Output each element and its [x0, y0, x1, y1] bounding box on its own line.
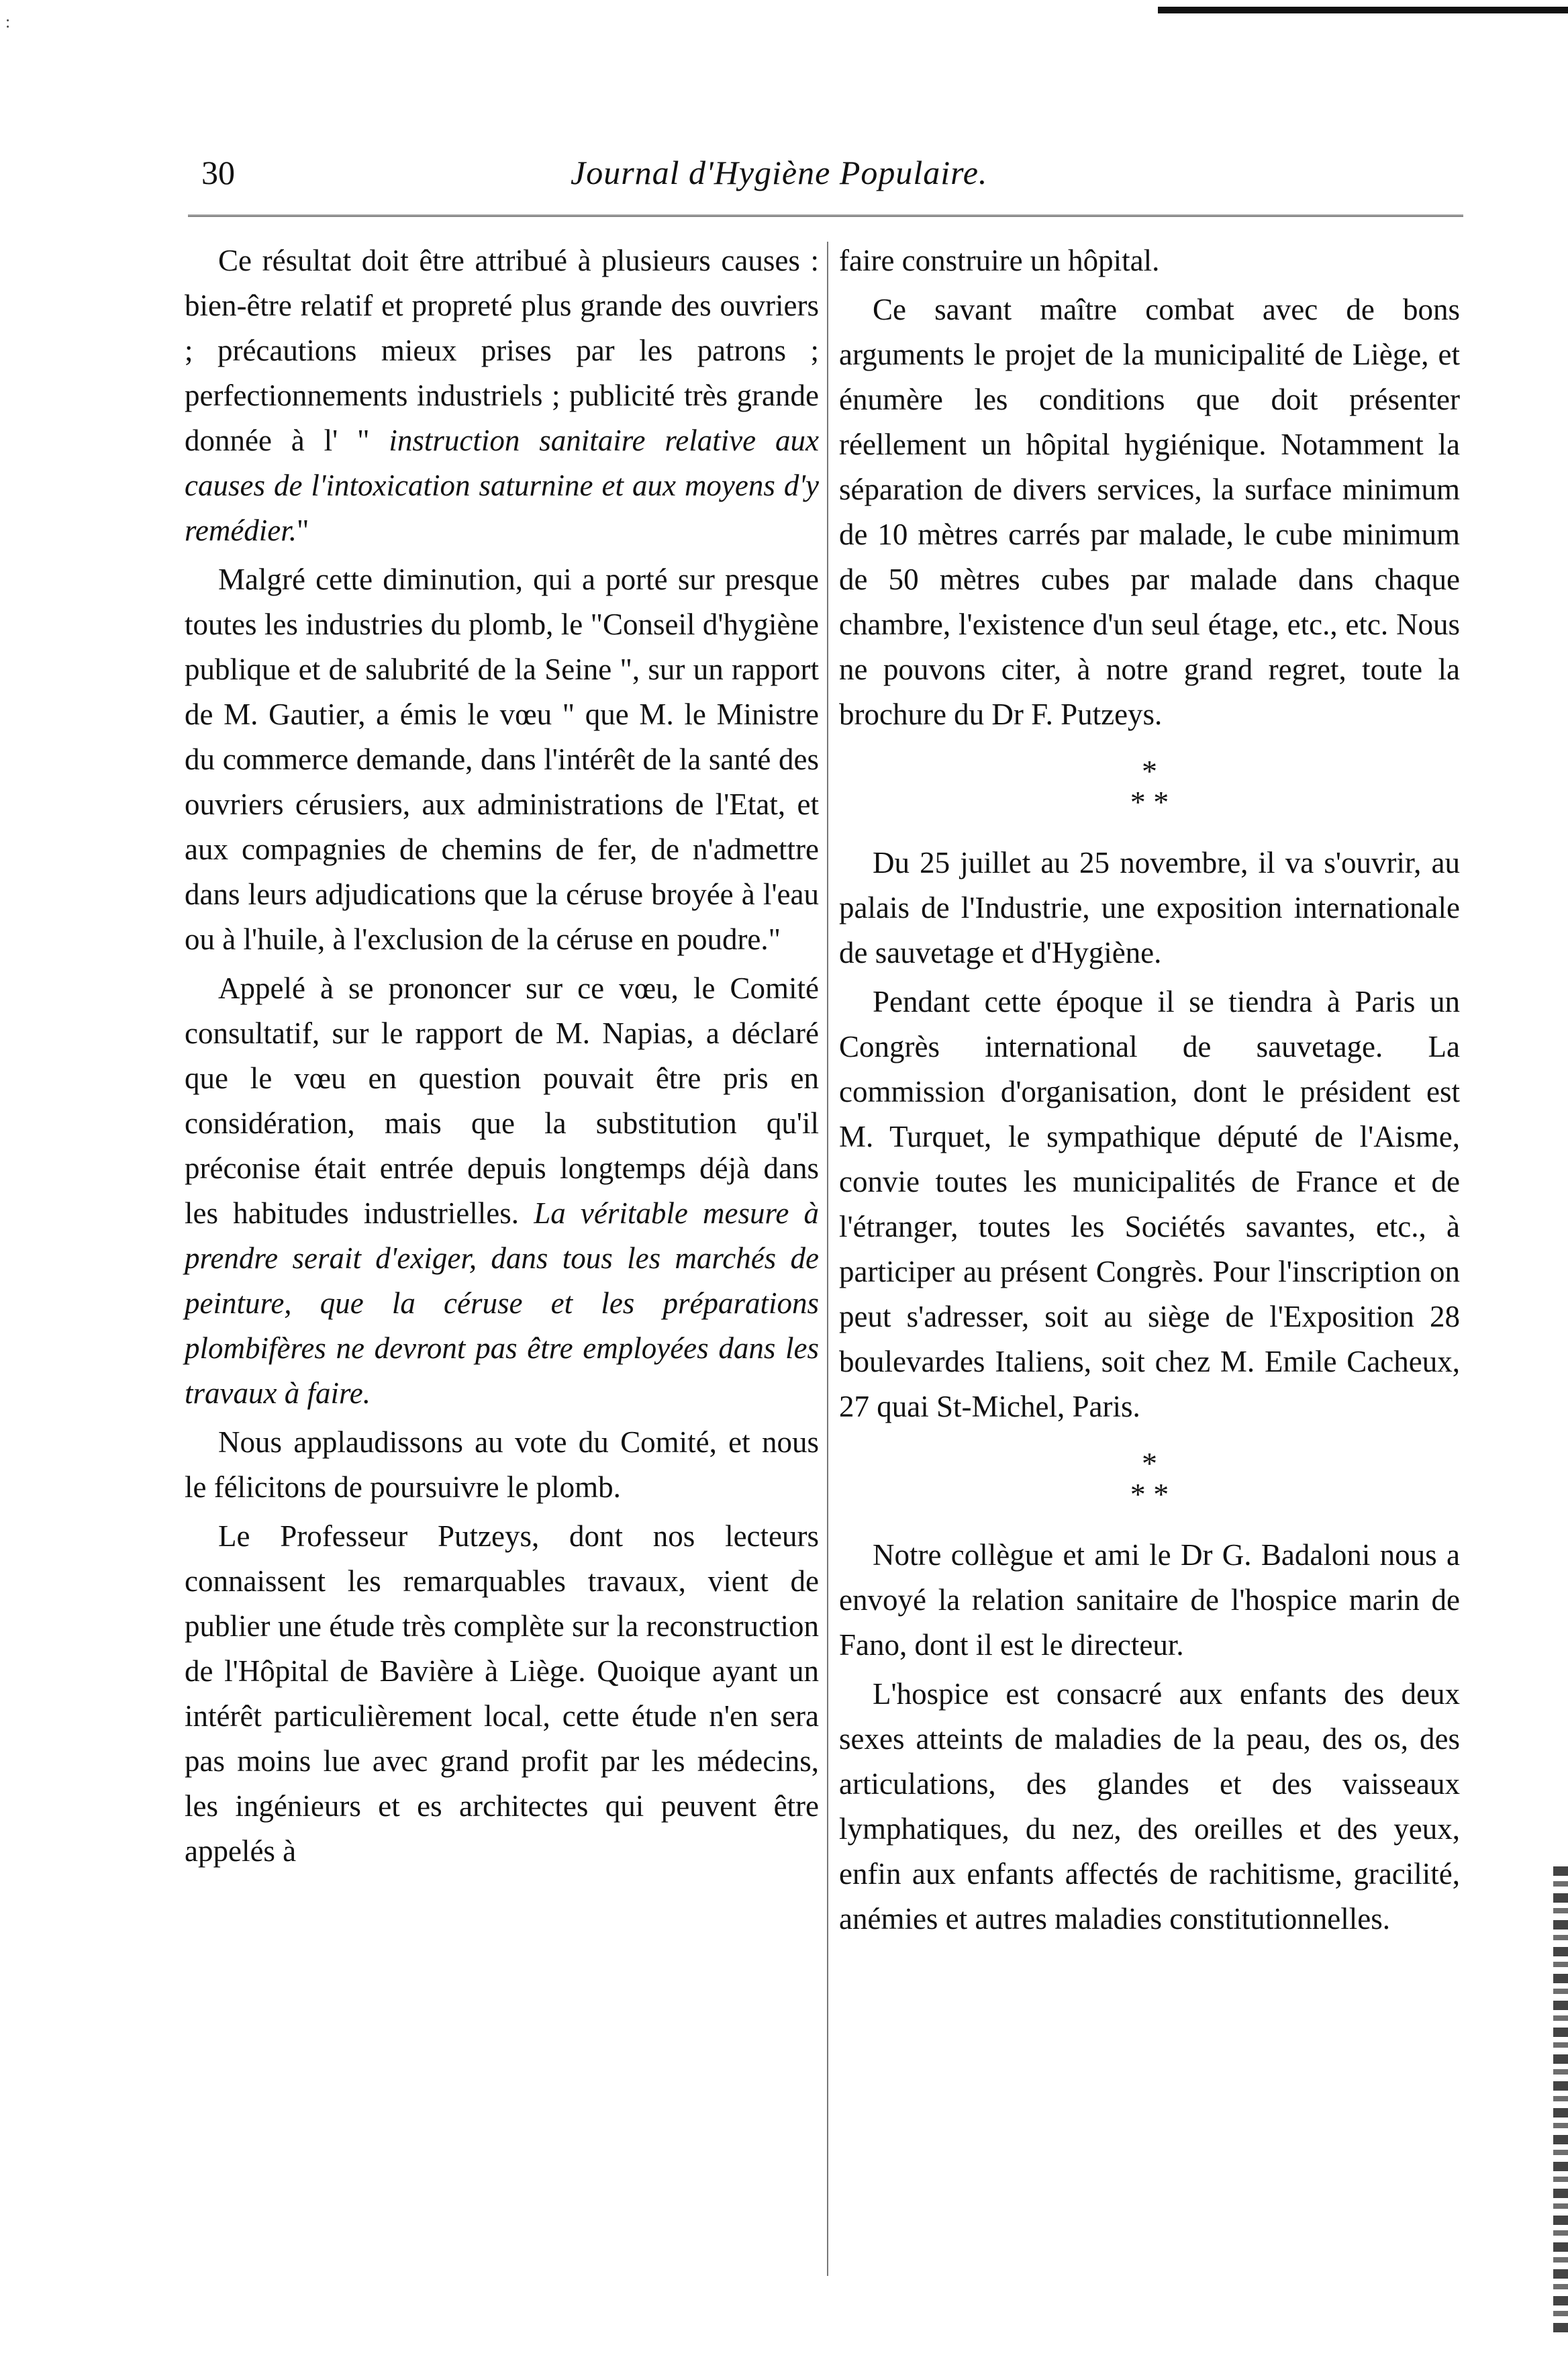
- paragraph-text: Ce résultat doit être attribué à plusieurs causes : bien-être relatif et propreté plus grande des ouvriers ; précautions mieux prises par les patrons ; perfectionnements industriels ; publicité très grande donnée à l' ": [185, 244, 819, 457]
- top-edge-rule: [1158, 7, 1568, 13]
- paragraph: [185, 966, 819, 1416]
- left-column: [185, 238, 819, 1878]
- page-header: [201, 148, 1463, 208]
- right-column: [839, 238, 1460, 1946]
- column-divider: [827, 242, 828, 2276]
- asterism-stars: * *: [1130, 1477, 1169, 1511]
- paragraph: [185, 238, 819, 553]
- header-rule: [188, 215, 1463, 217]
- asterism-star: *: [1142, 754, 1157, 788]
- paragraph: Du 25 juillet au 25 novembre, il va s'ouvrir, au palais de l'Industrie, une exposition internationale de sauvetage et d'Hygiène.: [839, 846, 1460, 969]
- running-title: Journal d'Hygiène Populaire.: [571, 154, 988, 191]
- paragraph: Pendant cette époque il se tiendra à Paris un Congrès international de sauvetage. La commission d'organisation, dont le président est M. Turquet, le sympathique député de l'Aisme, convie toutes les municipalités de France et de l'étranger, toutes les Sociétés savantes, etc., à participer au présent Congrès. Pour l'inscription on peut s'adresser, soit au siège de l'Exposition 28 boulevardes Italiens, soit chez M. Emile Cacheux, 27 quai St-Michel, Paris.: [839, 985, 1460, 1423]
- paragraph-continuation: faire construire un hôpital.: [839, 244, 1160, 277]
- margin-speck: :: [5, 12, 11, 32]
- asterism-stars: * *: [1130, 785, 1169, 819]
- italic-citation: instruction sanitaire relative aux causes de l'intoxication saturnine et aux moyens d'y remédier.: [185, 424, 819, 547]
- asterism-star: *: [1142, 1446, 1157, 1480]
- paragraph: Le Professeur Putzeys, dont nos lecteurs connaissent les remarquables travaux, vient de publier une étude très complète sur la reconstruction de l'Hôpital de Bavière à Liège. Quoique ayant un intérêt particulièrement local, cette étude n'en sera pas moins lue avec grand profit par les médecins, les ingénieurs et es architectes qui peuvent être appelés à: [185, 1519, 819, 1868]
- paragraph: L'hospice est consacré aux enfants des deux sexes atteints de maladies de la peau, des os, des articulations, des glandes et des vaisseaux lymphatiques, du nez, des oreilles et des yeux, enfin aux enfants affectés de rachitisme, gracilité, anémies et autres maladies constitutionnelles.: [839, 1677, 1460, 1936]
- scan-binding-edge: [1553, 1866, 1568, 2336]
- section-asterism: [839, 756, 1460, 818]
- paragraph: Notre collègue et ami le Dr G. Badaloni nous a envoyé la relation sanitaire de l'hospice marin de Fano, dont il est le directeur.: [839, 1538, 1460, 1662]
- italic-emphasis: La véritable mesure à prendre serait d'exiger, dans tous les marchés de peinture, que la céruse et les préparations plombifères ne devront pas être employées dans les travaux à faire.: [185, 1196, 819, 1410]
- paragraph: Nous applaudissons au vote du Comité, et nous le félicitons de poursuivre le plomb.: [185, 1425, 819, 1504]
- paragraph-text: Appelé à se prononcer sur ce vœu, le Comité consultatif, sur le rapport de M. Napias, a déclaré que le vœu en question pouvait être pris en considération, mais que la substitution qu'il préconise était entrée depuis longtemps déjà dans les habitudes industrielles.: [185, 971, 819, 1230]
- section-asterism: [839, 1448, 1460, 1510]
- closing-quote: ": [297, 514, 309, 547]
- paragraph: Ce savant maître combat avec de bons arguments le projet de la municipalité de Liège, et énumère les conditions que doit présenter réellement un hôpital hygiénique. Notamment la séparation de divers services, la surface minimum de 10 mètres carrés par malade, le cube minimum de 50 mètres cubes par malade dans chaque chambre, l'existence d'un seul étage, etc., etc. Nous ne pouvons citer, à notre grand regret, toute la brochure du Dr F. Putzeys.: [839, 293, 1460, 731]
- page-number: 30: [201, 154, 235, 191]
- paragraph: Malgré cette diminution, qui a porté sur presque toutes les industries du plomb, le "Conseil d'hygiène publique et de salubrité de la Seine ", sur un rapport de M. Gautier, a émis le vœu " que M. le Ministre du commerce demande, dans l'intérêt de la santé des ouvriers cérusiers, aux administrations de l'Etat, et aux compagnies de chemins de fer, de n'admettre dans leurs adjudications que la céruse broyée à l'eau ou à l'huile, à l'exclusion de la céruse en poudre.": [185, 563, 819, 956]
